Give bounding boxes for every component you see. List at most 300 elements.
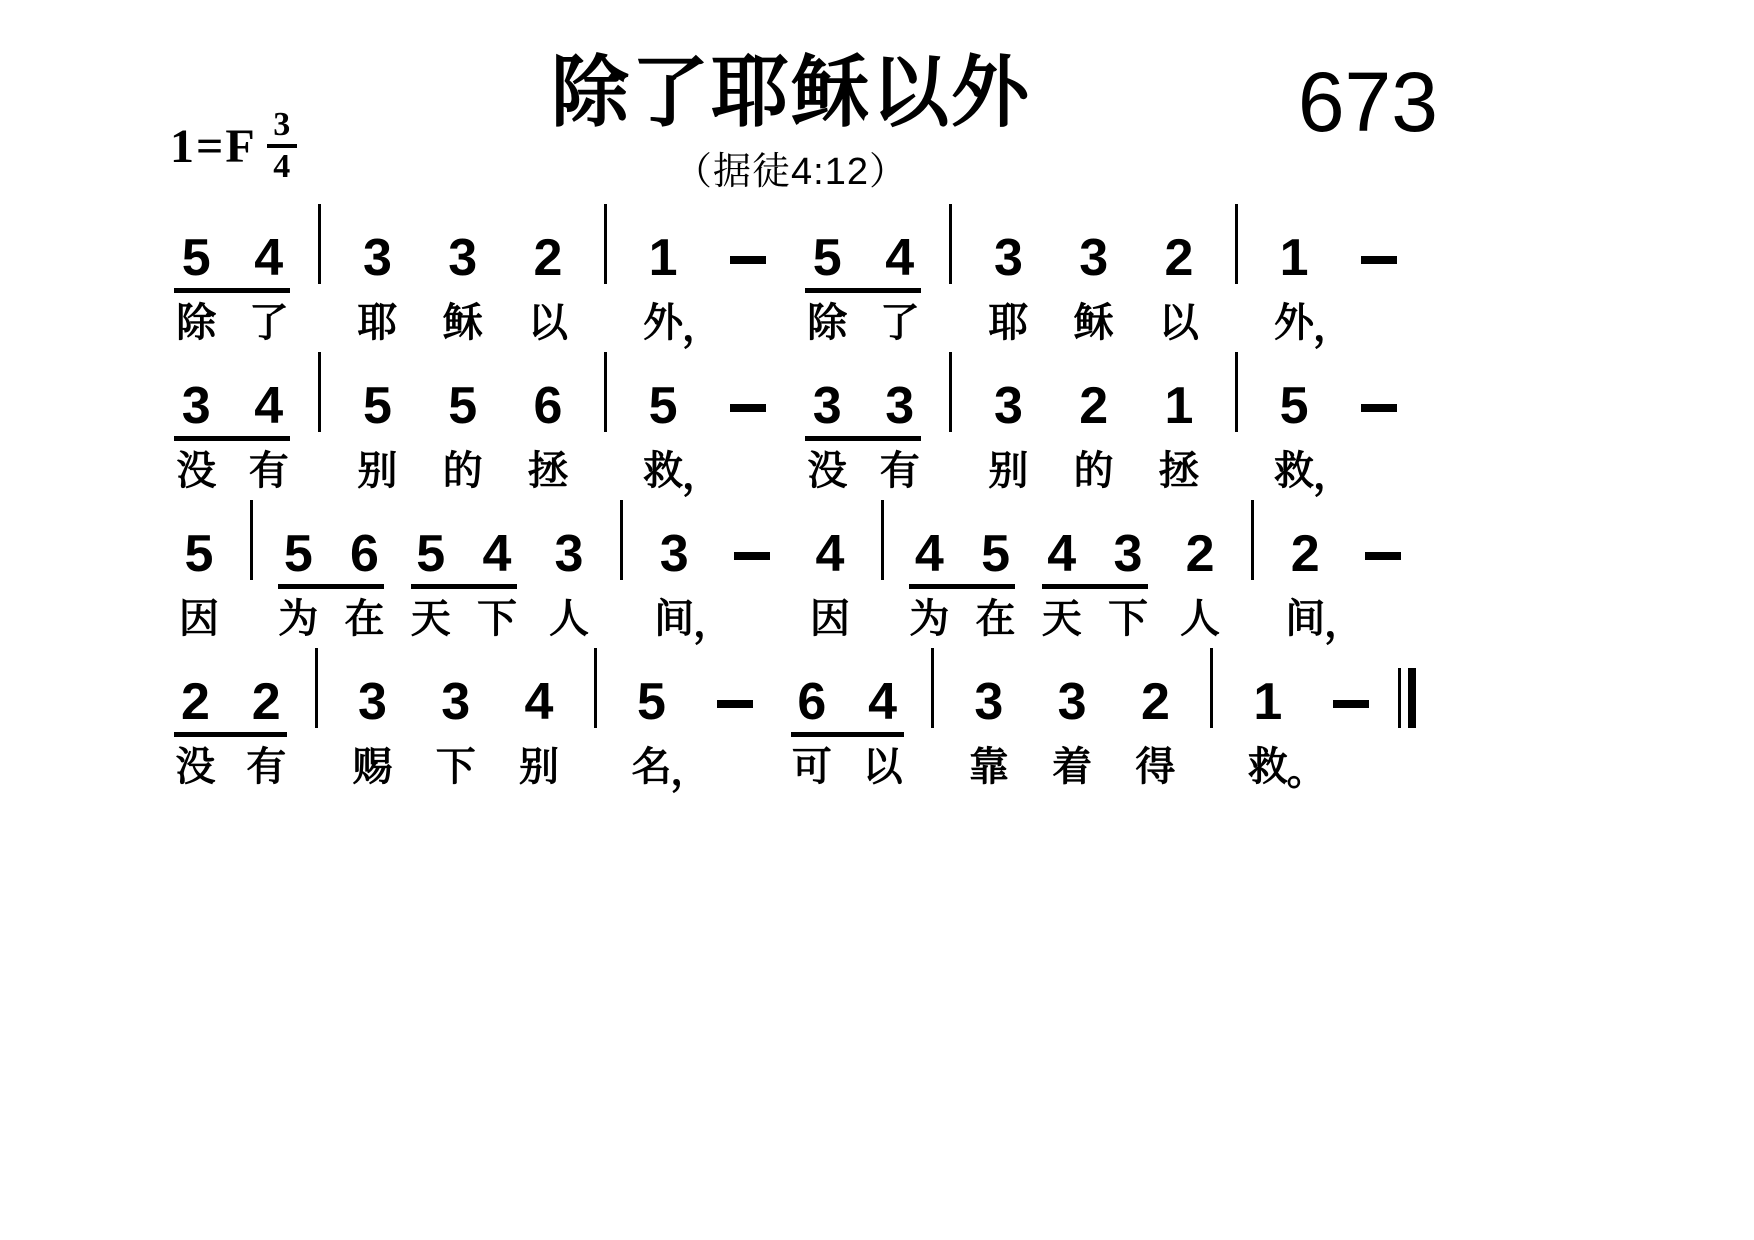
barline-group [305, 348, 335, 493]
note-cells [791, 348, 936, 435]
barline [604, 204, 607, 284]
lyric-cells [791, 449, 936, 493]
lyric-row [443, 449, 483, 493]
lyric-row [528, 301, 568, 345]
lyric-syllable: 靠 [968, 745, 1009, 789]
lyric-syllable: 别 [519, 745, 559, 789]
note-cells [331, 644, 414, 731]
barline [318, 204, 321, 284]
note-cell [232, 200, 304, 287]
lyric-syllable: 除 [176, 301, 217, 345]
note-row [1079, 200, 1109, 287]
lyric-cell [497, 745, 580, 789]
lyric-cells [620, 301, 722, 349]
note-group [1136, 348, 1221, 493]
lyric-cells [776, 745, 918, 789]
final-barline-group [1393, 644, 1422, 789]
note-digit: 1 [1253, 673, 1283, 731]
note-digit: 2 [251, 673, 281, 731]
beam-spacer [594, 288, 618, 293]
note-row [936, 200, 966, 284]
beam-spacer [305, 732, 328, 737]
note-cells [530, 496, 608, 583]
note-digit: 5 [184, 525, 214, 583]
lyric-row [436, 745, 476, 789]
note-row [637, 644, 666, 731]
lyric-cell [265, 597, 331, 641]
note-cell [1095, 496, 1161, 583]
lyric-row [988, 301, 1028, 345]
note-row [254, 200, 284, 287]
note-digit: 5 [416, 525, 446, 583]
duration-dash [1361, 256, 1397, 264]
beam-spacer [308, 436, 332, 441]
note-digit: 4 [254, 377, 284, 435]
note-cell [160, 200, 232, 287]
lyric-row [1180, 597, 1220, 641]
note-digit: 3 [357, 673, 387, 731]
lyric-syllable: 救 。 [1247, 745, 1327, 793]
lyric-syllable: 下 [435, 745, 476, 789]
barline [1251, 500, 1254, 580]
lyric-cell [1161, 597, 1239, 641]
note-row [1393, 644, 1422, 728]
lyric-punctuation: ， [1312, 453, 1353, 497]
note-group [635, 496, 733, 645]
lyric-syllable: 在 [975, 597, 1016, 641]
lyric-syllable: 为 [909, 597, 950, 641]
lyric-row [249, 449, 289, 493]
note-digit: 6 [533, 377, 563, 435]
note-group [1251, 200, 1353, 349]
note-group [1030, 644, 1113, 789]
beam-spacer [422, 732, 489, 737]
barline-group [918, 644, 947, 789]
note-row [713, 496, 791, 580]
note-cell [847, 644, 918, 731]
note-cells [610, 644, 693, 731]
note-cell [947, 644, 1030, 731]
lyric-cell [1251, 301, 1353, 349]
note-group [966, 348, 1051, 493]
lyric-cell [160, 745, 231, 789]
time-signature-numerator: 3 [273, 106, 291, 143]
beam-spacer [538, 584, 600, 589]
beam-spacer [956, 732, 1023, 737]
barline [604, 352, 607, 432]
note-row [608, 496, 635, 580]
beam-spacer [1169, 584, 1231, 589]
note-group [1051, 200, 1136, 345]
lyric-syllable: 耶 [357, 301, 398, 345]
lyric-cell [1029, 597, 1095, 641]
lyric-syllable: 了 [879, 301, 920, 345]
note-row [1164, 200, 1194, 287]
beam-spacer [514, 288, 582, 293]
note-cells [398, 496, 530, 583]
lyric-cell [160, 301, 232, 345]
note-digit: 5 [648, 377, 678, 435]
barline-group [936, 348, 966, 493]
lyric-syllable: 拯 [1158, 449, 1199, 493]
barline-group [936, 200, 966, 345]
music-system-2 [160, 348, 1422, 497]
note-row [1337, 200, 1422, 284]
note-digit: 3 [974, 673, 1004, 731]
lyric-row [1247, 745, 1327, 793]
lyric-syllable: 着 [1052, 745, 1093, 789]
note-cells [896, 496, 1028, 583]
note-group [420, 200, 505, 345]
note-cell [791, 200, 863, 287]
beam-spacer [241, 584, 263, 589]
barline [949, 352, 952, 432]
beam-spacer [339, 732, 406, 737]
note-row [812, 200, 842, 287]
beam-spacer [343, 436, 411, 441]
lyric-cell [1226, 745, 1327, 793]
note-cell [1029, 496, 1095, 583]
beamed-note-group [1029, 496, 1161, 641]
note-row [302, 644, 331, 728]
note-row [305, 200, 335, 284]
lyric-punctuation: ， [1324, 601, 1364, 645]
note-cell [791, 348, 863, 435]
note-digit: 2 [1079, 377, 1109, 435]
note-row [648, 200, 678, 287]
lyric-cells [160, 449, 305, 493]
lyric-row [249, 301, 289, 345]
beam-spacer [974, 436, 1042, 441]
lyric-syllable: 以 [1158, 301, 1199, 345]
note-group [530, 496, 608, 641]
note-row [974, 644, 1004, 731]
time-signature-denominator: 4 [273, 148, 291, 185]
lyric-cell [620, 449, 722, 497]
lyric-cells [505, 301, 590, 345]
lyric-cell [896, 597, 962, 641]
note-cell [1030, 644, 1113, 731]
key-prefix: 1= [170, 119, 226, 173]
note-cell [231, 644, 302, 731]
note-cells [1251, 348, 1336, 435]
beam-spacer [1352, 584, 1414, 589]
note-digit: 4 [254, 229, 284, 287]
eighth-beam-line [411, 584, 517, 589]
note-row [554, 496, 584, 583]
note-digit: 3 [362, 229, 392, 287]
note-digit: 5 [812, 229, 842, 287]
beam-spacer [1145, 436, 1213, 441]
note-row [181, 348, 211, 435]
lyric-row [969, 745, 1009, 789]
lyric-row [792, 745, 832, 789]
lyric-row [807, 449, 847, 493]
note-cell [335, 348, 420, 435]
lyric-cell [1051, 449, 1136, 493]
note-cells [966, 200, 1051, 287]
beam-spacer [939, 436, 963, 441]
note-digit: 4 [524, 673, 554, 731]
lyric-row [278, 597, 318, 641]
lyric-syllable: 稣 [1073, 301, 1114, 345]
lyric-cell [776, 745, 847, 789]
lyric-row [1135, 745, 1175, 789]
note-cell [863, 200, 935, 287]
barline [1235, 204, 1238, 284]
duration-dash [1333, 700, 1369, 708]
lyric-cell [335, 449, 420, 493]
beam-spacer [168, 584, 230, 589]
lyric-syllable: 因 [809, 597, 850, 641]
note-row [524, 644, 554, 731]
beam-spacer [1274, 584, 1336, 589]
beam-spacer [594, 436, 618, 441]
lyric-cells [398, 597, 530, 641]
note-row [448, 200, 478, 287]
note-cell [160, 348, 232, 435]
beam-spacer [1318, 732, 1385, 737]
lyric-cells [505, 449, 590, 493]
lyric-cell [966, 301, 1051, 345]
note-cell [398, 496, 464, 583]
note-cells [791, 496, 869, 583]
lyric-cells [966, 449, 1051, 493]
lyric-cells [1161, 597, 1239, 641]
lyric-syllable: 名 ， [631, 745, 711, 793]
lyric-cells [1051, 449, 1136, 493]
eighth-beam-line [1042, 584, 1148, 589]
note-cells [160, 496, 238, 583]
note-digit: 3 [659, 525, 689, 583]
note-cell [1136, 348, 1221, 435]
lyric-cells [160, 301, 305, 345]
note-row [251, 644, 281, 731]
lyric-cells [620, 449, 722, 497]
lyric-row [1074, 301, 1114, 345]
lyric-syllable: 没 [176, 449, 217, 493]
music-system-1 [160, 200, 1422, 349]
beamed-note-group [160, 348, 305, 493]
lyric-row [880, 301, 920, 345]
note-row [441, 644, 471, 731]
note-cells [947, 644, 1030, 731]
lyric-cells [1136, 449, 1221, 493]
beam-spacer [611, 584, 633, 589]
lyric-cells [1051, 301, 1136, 345]
note-cells [1114, 644, 1197, 731]
note-cells [1226, 644, 1309, 731]
note-digit: 1 [648, 229, 678, 287]
note-row [648, 348, 678, 435]
lyric-cell [791, 449, 863, 493]
lyric-row [1052, 745, 1092, 789]
note-cells [265, 496, 397, 583]
note-row [1047, 496, 1077, 583]
lyric-row [528, 449, 568, 493]
note-group [1266, 496, 1364, 645]
note-cells [1136, 348, 1221, 435]
beam-spacer [1260, 436, 1328, 441]
lyric-punctuation: ， [670, 749, 711, 793]
note-cells [160, 644, 302, 731]
note-cell [966, 200, 1051, 287]
note-row [993, 200, 1023, 287]
lyric-row [1274, 301, 1353, 349]
note-cells [791, 200, 936, 287]
note-row [238, 496, 265, 580]
lyric-cell [1114, 745, 1197, 789]
lyric-cell [160, 597, 238, 641]
lyric-row [477, 597, 517, 641]
eighth-beam-line [174, 288, 290, 293]
lyric-row [179, 597, 219, 641]
lyric-cells [1226, 745, 1327, 793]
note-row [914, 496, 944, 583]
note-cells [160, 348, 305, 435]
lyric-syllable: 了 [248, 301, 289, 345]
lyric-cells [530, 597, 608, 641]
note-group [1161, 496, 1239, 641]
note-row [1057, 644, 1087, 731]
beam-spacer [1235, 732, 1302, 737]
note-cell [265, 496, 331, 583]
key-letter: F [225, 119, 257, 173]
beam-spacer [1060, 288, 1128, 293]
lyric-cell [420, 301, 505, 345]
lyric-cell [331, 745, 414, 789]
lyric-cell [1095, 597, 1161, 641]
lyric-syllable: 救 ， [1274, 449, 1353, 497]
lyric-cells [1029, 597, 1161, 641]
note-row [362, 348, 392, 435]
note-digit: 3 [1079, 229, 1109, 287]
note-group [497, 644, 580, 789]
note-row [357, 644, 387, 731]
note-row [581, 644, 610, 728]
note-digit: 1 [1164, 377, 1194, 435]
lyric-cells [1136, 301, 1221, 345]
note-cells [505, 348, 590, 435]
lyric-punctuation: ， [1312, 305, 1353, 349]
eighth-beam-line [805, 288, 921, 293]
note-digit: 3 [441, 673, 471, 731]
note-digit: 2 [1185, 525, 1215, 583]
lyric-cells [791, 597, 869, 641]
lyric-row [807, 301, 847, 345]
note-digit: 5 [362, 377, 392, 435]
duration-dash [1361, 404, 1397, 412]
lyric-row [1042, 597, 1082, 641]
note-cells [505, 200, 590, 287]
note-cell [1114, 644, 1197, 731]
eighth-beam-line [805, 436, 921, 441]
note-cells [620, 200, 705, 287]
note-group [505, 200, 590, 345]
beam-spacer [721, 584, 783, 589]
lyric-cell [610, 745, 711, 793]
barline-group [608, 496, 635, 641]
note-row [283, 496, 313, 583]
note-cell [160, 496, 238, 583]
barline [881, 500, 884, 580]
note-group [420, 348, 505, 493]
lyric-syllable: 下 [1107, 597, 1148, 641]
note-row [482, 496, 512, 583]
note-row [1197, 644, 1226, 728]
note-row [1164, 348, 1194, 435]
note-group [620, 348, 722, 497]
note-group [505, 348, 590, 493]
lyric-cells [420, 449, 505, 493]
beam-spacer [1345, 288, 1413, 293]
music-systems [160, 200, 1422, 792]
note-group [160, 496, 238, 641]
note-cell [420, 348, 505, 435]
note-cell [896, 496, 962, 583]
lyric-syllable: 别 [988, 449, 1029, 493]
barline-group [238, 496, 265, 641]
note-row [918, 644, 947, 728]
beamed-note-group [160, 200, 305, 345]
lyric-cells [331, 745, 414, 789]
beam-spacer [343, 288, 411, 293]
lyric-cell [232, 301, 304, 345]
beamed-note-group [896, 496, 1028, 641]
barline [931, 648, 934, 728]
note-cell [530, 496, 608, 583]
lyric-syllable: 外 ， [643, 301, 722, 349]
note-row [815, 496, 845, 583]
note-group [1136, 200, 1221, 345]
note-row [981, 496, 1010, 583]
note-digit: 3 [181, 377, 211, 435]
note-cells [635, 496, 713, 583]
lyric-row [1159, 301, 1199, 345]
lyric-row [176, 301, 216, 345]
barline-group [1239, 496, 1266, 641]
note-cell [791, 496, 869, 583]
lyric-syllable: 的 [1073, 449, 1114, 493]
note-group [414, 644, 497, 789]
lyric-cell [414, 745, 497, 789]
lyric-syllable: 的 [442, 449, 483, 493]
lyric-cell [505, 449, 590, 493]
note-digit: 4 [1047, 525, 1077, 583]
barline [949, 204, 952, 284]
note-cell [1161, 496, 1239, 583]
lyric-syllable: 间 ， [654, 597, 733, 645]
beam-spacer [701, 732, 768, 737]
note-cells [420, 348, 505, 435]
note-digit: 4 [914, 525, 944, 583]
beam-spacer [1039, 732, 1106, 737]
lyric-syllable: 外 ， [1274, 301, 1353, 349]
note-row [993, 348, 1023, 435]
final-barline-thick [1408, 668, 1416, 728]
beam-spacer [939, 288, 963, 293]
beam-spacer [629, 288, 697, 293]
barline [250, 500, 253, 580]
beam-spacer [1396, 732, 1419, 737]
note-row [181, 200, 211, 287]
final-barline-thin [1398, 668, 1401, 728]
note-cell [1051, 200, 1136, 287]
beam-spacer [1200, 732, 1223, 737]
lyric-syllable: 别 [357, 449, 398, 493]
note-group [1226, 644, 1327, 793]
note-group [966, 200, 1051, 345]
